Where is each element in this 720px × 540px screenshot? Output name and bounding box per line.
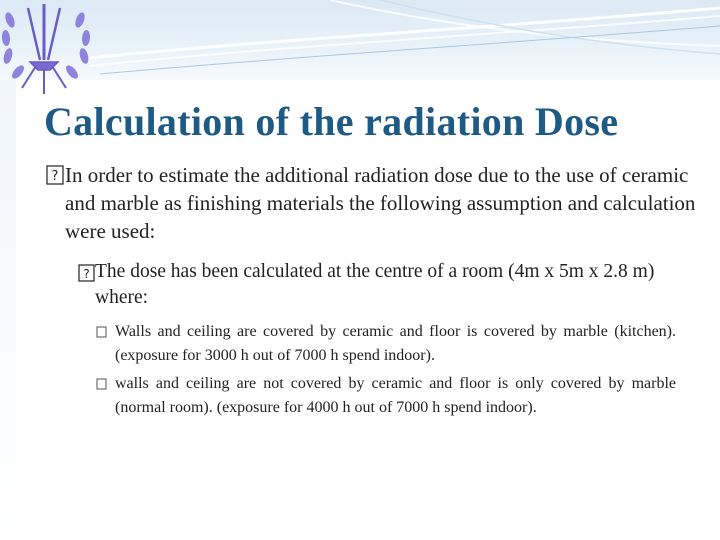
replacement-glyph-icon — [46, 165, 64, 185]
bullet-text: The dose has been calculated at the centre of a room (4m x 5m x 2.8 m) where: — [95, 261, 655, 308]
side-band — [0, 80, 16, 540]
svg-text:?: ? — [83, 267, 90, 281]
bullet-level2 — [78, 259, 678, 311]
bullet-level1 — [46, 161, 696, 245]
wheat-wreath-logo-icon — [0, 0, 104, 96]
bullet-text: walls and ceiling are not covered by ceramic and floor is only covered by marble (normal room). (exposure for 4000 h out of 7000 h spend indoor). — [115, 375, 676, 416]
bullet-text: Walls and ceiling are covered by ceramic and floor is covered by marble (kitchen). (exposure for 3000 h out of 7000 h spend indoor). — [115, 323, 676, 364]
bullet-level3 — [96, 372, 676, 419]
bullet-level3 — [96, 320, 676, 367]
replacement-glyph-icon — [78, 264, 95, 282]
slide-title: Calculation of the radiation Dose — [44, 99, 619, 144]
bullet-text: In order to estimate the additional radiation dose due to the use of ceramic and marble as finishing materials the following assumption and calculation were used: — [65, 163, 696, 243]
hollow-square-icon — [96, 326, 107, 338]
svg-text:?: ? — [51, 169, 59, 184]
header-swoosh-decoration — [0, 0, 720, 90]
hollow-square-icon — [96, 378, 107, 390]
